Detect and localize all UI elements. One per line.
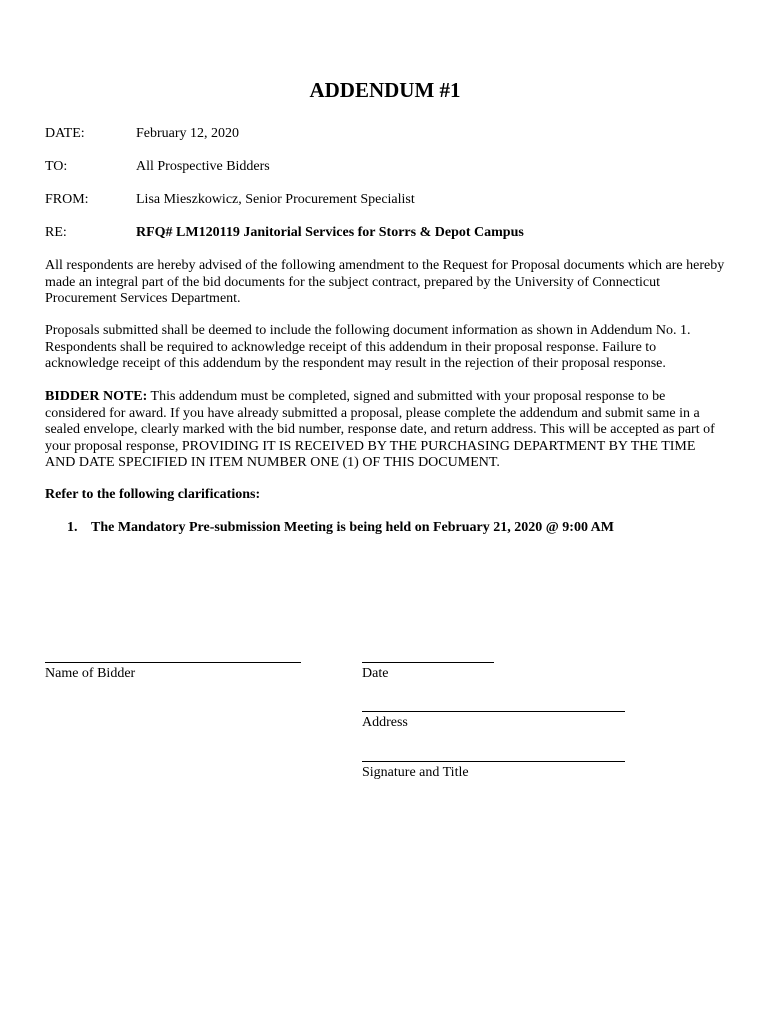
bidder-note-paragraph [45, 389, 725, 472]
date-row [45, 126, 239, 142]
signature-and-title-label: Signature and Title [362, 765, 469, 780]
re-value: RFQ# LM120119 Janitorial Services for Storrs & Depot Campus [136, 225, 524, 240]
name-of-bidder-label: Name of Bidder [45, 666, 136, 681]
clarifications-heading: Refer to the following clarifications: [45, 487, 261, 502]
bidder-note-label: BIDDER NOTE: [45, 389, 148, 404]
name-signature-line [45, 662, 301, 663]
address-signature-line [362, 711, 625, 712]
from-value: Lisa Mieszkowicz, Senior Procurement Specialist [136, 192, 415, 207]
clarification-item [67, 520, 727, 537]
acknowledgement-paragraph: Proposals submitted shall be deemed to include the following document information as shown in Addendum No. 1. Respondents shall be required to acknowledge receipt of this addendum in their proposal response. Failure to acknowledge receipt of this addendum by the respondent may result in the rejection of their proposal response. [45, 323, 691, 371]
bidder-note-text: This addendum must be completed, signed and submitted with your proposal response to be considered for award. If you have already submitted a proposal, please complete the addendum and submit same in a sealed envelope, clearly marked with the bid number, response date, and return address. This will be accepted as part of your proposal response, PROVIDING IT IS RECEIVED BY THE PURCHASING DEPARTMENT BY THE TIME AND DATE SPECIFIED IN ITEM NUMBER ONE (1) OF THIS DOCUMENT. [45, 389, 715, 470]
amendment-paragraph: All respondents are hereby advised of the following amendment to the Request for Proposal documents which are hereby made an integral part of the bid documents for the subject contract, prepared by the University of Connecticut Procurement Services Department. [45, 258, 725, 306]
from-label: FROM: [45, 192, 89, 207]
from-row [45, 192, 415, 208]
to-value: All Prospective Bidders [136, 159, 270, 174]
to-row [45, 159, 270, 175]
date-value: February 12, 2020 [136, 126, 240, 141]
document-title: ADDENDUM #1 [309, 78, 461, 102]
clarification-text: The Mandatory Pre-submission Meeting is being held on February 21, 2020 @ 9:00 AM [91, 520, 614, 535]
clarification-number: 1. [67, 520, 78, 535]
date-label: DATE: [45, 126, 85, 141]
to-label: TO: [45, 159, 68, 174]
date-signature-label: Date [362, 666, 389, 681]
signature-title-line [362, 761, 625, 762]
re-label: RE: [45, 225, 67, 240]
re-row [45, 225, 524, 241]
date-signature-line [362, 662, 494, 663]
address-label: Address [362, 715, 408, 730]
